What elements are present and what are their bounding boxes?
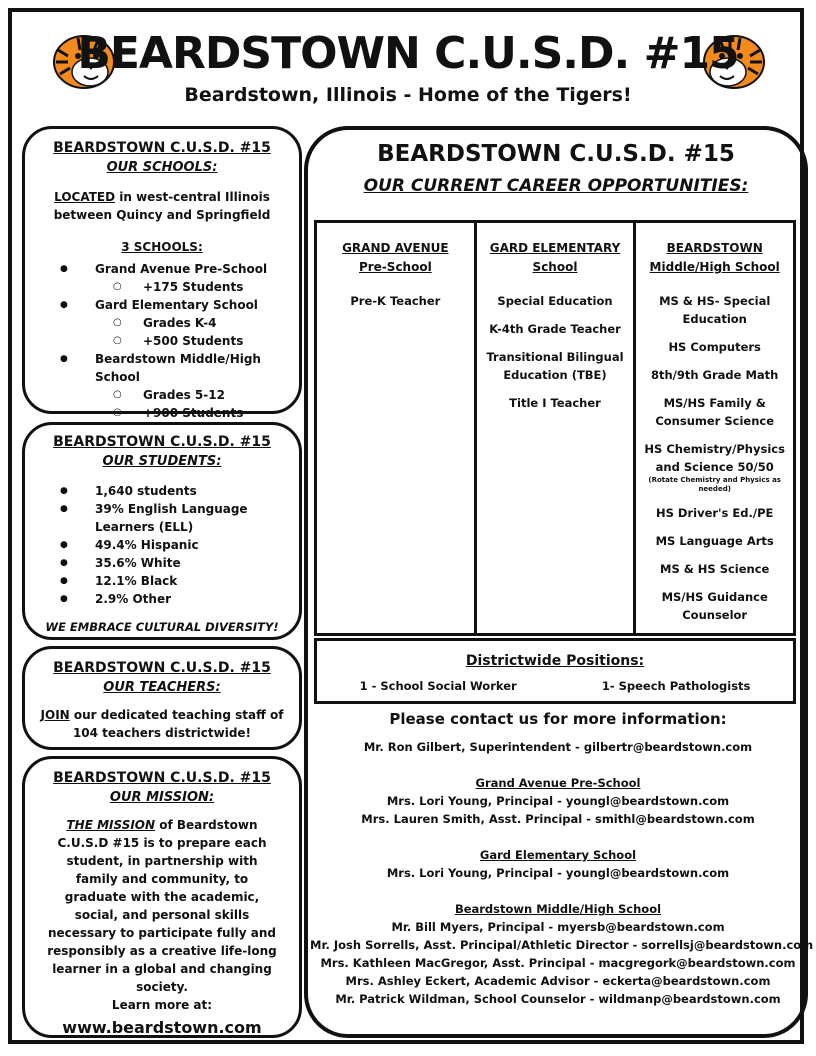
students-box: [22, 422, 302, 640]
contact-section: [310, 710, 814, 1008]
contact-heading: Please contact us for more information:: [389, 710, 727, 728]
school-item: ● Beardstown Middle/High School: [25, 350, 299, 386]
districtwide-position: 1- Speech Pathologists: [601, 679, 751, 693]
position-item: [642, 366, 787, 384]
diversity-tagline: WE EMBRACE CULTURAL DIVERSITY!: [45, 620, 279, 634]
position-label: MS & HS Science: [660, 562, 770, 576]
box-subtitle: OUR TEACHERS:: [103, 680, 221, 695]
contact-person: Mrs. Kathleen MacGregor, Asst. Principal - macgregork@beardstown.com: [320, 956, 796, 970]
column-heading-line: GRAND AVENUE: [342, 241, 449, 255]
position-item: [642, 532, 787, 550]
column-heading-line: Pre-School: [358, 260, 432, 274]
teachers-box: [22, 646, 302, 750]
career-column: [636, 223, 793, 633]
schools-list: [25, 260, 299, 422]
column-heading-line: School: [532, 260, 578, 274]
position-label: MS/HS Guidance Counselor: [661, 590, 768, 622]
box-title: BEARDSTOWN C.U.S.D. #15: [53, 770, 271, 786]
careers-title: BEARDSTOWN C.U.S.D. #15: [377, 141, 735, 167]
student-stat: ● 39% English Language Learners (ELL): [25, 500, 299, 536]
learn-more-label: Learn more at:: [111, 998, 213, 1012]
position-item: [642, 338, 787, 356]
schools-count-heading: 3 SCHOOLS:: [121, 240, 203, 254]
student-stat: ● 2.9% Other: [25, 590, 299, 608]
contact-person: Mrs. Lori Young, Principal - youngl@beardstown.com: [386, 866, 730, 880]
school-detail: ○ +900 Students: [25, 404, 299, 422]
contact-person: Mrs. Lauren Smith, Asst. Principal - smithl@beardstown.com: [361, 812, 755, 826]
districtwide-positions: [317, 679, 793, 693]
contact-person: Mr. Bill Myers, Principal - myersb@beardstown.com: [391, 920, 725, 934]
mission-box: [22, 756, 302, 1038]
contact-person: Mr. Josh Sorrells, Asst. Principal/Athletic Director - sorrellsj@beardstown.com: [310, 938, 814, 952]
position-label: MS & HS- Special Education: [659, 294, 771, 326]
position-item: [642, 440, 787, 494]
position-label: MS Language Arts: [655, 534, 774, 548]
position-note: (Rotate Chemistry and Physics as needed): [648, 476, 781, 493]
career-column: [477, 223, 637, 633]
position-label: Transitional Bilingual Education (TBE): [486, 350, 624, 382]
join-text-line2: 104 teachers districtwide!: [72, 726, 252, 740]
contact-school-heading: Gard Elementary School: [479, 848, 637, 862]
schools-box: [22, 126, 302, 420]
contact-school-heading: Grand Avenue Pre-School: [475, 776, 641, 790]
box-subtitle: OUR MISSION:: [109, 790, 215, 805]
position-label: Special Education: [497, 294, 613, 308]
column-heading: [477, 239, 634, 277]
career-column: [317, 223, 477, 633]
student-stat: ● 49.4% Hispanic: [25, 536, 299, 554]
school-detail: ○ Grades K-4: [25, 314, 299, 332]
position-item: [642, 394, 787, 430]
career-columns: [314, 220, 796, 636]
position-item: [642, 504, 787, 522]
mission-text: THE MISSION of Beardstown C.U.S.D #15 is to prepare each student, in partnership with family and community, to graduate with the academic, social, and personal skills necessary to participate fully and responsibly as a creative life-long learner in a global and changing society.: [47, 818, 277, 994]
position-label: K-4th Grade Teacher: [489, 322, 621, 336]
school-detail: ○ +500 Students: [25, 332, 299, 350]
position-label: HS Computers: [668, 340, 761, 354]
position-item: [642, 588, 787, 624]
contact-person: Mr. Patrick Wildman, School Counselor - wildmanp@beardstown.com: [335, 992, 781, 1006]
page-title: BEARDSTOWN C.U.S.D. #15: [77, 28, 739, 79]
districtwide-position: 1 - School Social Worker: [359, 679, 517, 693]
position-label: MS/HS Family & Consumer Science: [655, 396, 775, 428]
column-heading-line: BEARDSTOWN: [666, 241, 763, 255]
position-item: [483, 348, 628, 384]
students-list: [25, 482, 299, 608]
position-label: Pre-K Teacher: [350, 294, 441, 308]
page-subtitle: Beardstown, Illinois - Home of the Tigers!: [184, 84, 632, 106]
position-item: [483, 320, 628, 338]
districtwide-heading: Districtwide Positions:: [465, 653, 645, 669]
careers-subtitle: OUR CURRENT CAREER OPPORTUNITIES:: [363, 176, 749, 196]
student-stat: ● 12.1% Black: [25, 572, 299, 590]
box-subtitle: OUR SCHOOLS:: [106, 160, 218, 175]
school-detail: ○ Grades 5-12: [25, 386, 299, 404]
school-item: ● Grand Avenue Pre-School: [25, 260, 299, 278]
website-link[interactable]: www.beardstown.com: [62, 1018, 262, 1037]
position-label: HS Chemistry/Physics and Science 50/50: [644, 442, 785, 474]
column-heading-line: Middle/High School: [649, 260, 780, 274]
column-heading: [317, 239, 474, 277]
box-title: BEARDSTOWN C.U.S.D. #15: [53, 434, 271, 450]
student-stat: ● 1,640 students: [25, 482, 299, 500]
box-title: BEARDSTOWN C.U.S.D. #15: [53, 140, 271, 156]
location-text: LOCATED in west-central Illinois between Quincy and Springfield: [53, 190, 271, 222]
position-label: 8th/9th Grade Math: [650, 368, 779, 382]
districtwide-box: [314, 638, 796, 704]
position-item: [483, 394, 628, 412]
join-text: JOIN our dedicated teaching staff of: [40, 708, 284, 722]
position-item: [323, 292, 468, 310]
position-item: [642, 292, 787, 328]
superintendent-contact: Mr. Ron Gilbert, Superintendent - gilbertr@beardstown.com: [363, 740, 753, 754]
column-heading: [636, 239, 793, 277]
position-label: HS Driver's Ed./PE: [656, 506, 774, 520]
contact-person: Mrs. Lori Young, Principal - youngl@beardstown.com: [386, 794, 730, 808]
box-title: BEARDSTOWN C.U.S.D. #15: [53, 660, 271, 676]
column-heading-line: GARD ELEMENTARY: [489, 241, 621, 255]
position-label: Title I Teacher: [509, 396, 601, 410]
school-detail: ○ +175 Students: [25, 278, 299, 296]
position-item: [483, 292, 628, 310]
student-stat: ● 35.6% White: [25, 554, 299, 572]
contact-school-heading: Beardstown Middle/High School: [454, 902, 662, 916]
contact-person: Mrs. Ashley Eckert, Academic Advisor - eckerta@beardstown.com: [345, 974, 771, 988]
box-subtitle: OUR STUDENTS:: [102, 454, 222, 469]
position-item: [642, 560, 787, 578]
school-item: ● Gard Elementary School: [25, 296, 299, 314]
